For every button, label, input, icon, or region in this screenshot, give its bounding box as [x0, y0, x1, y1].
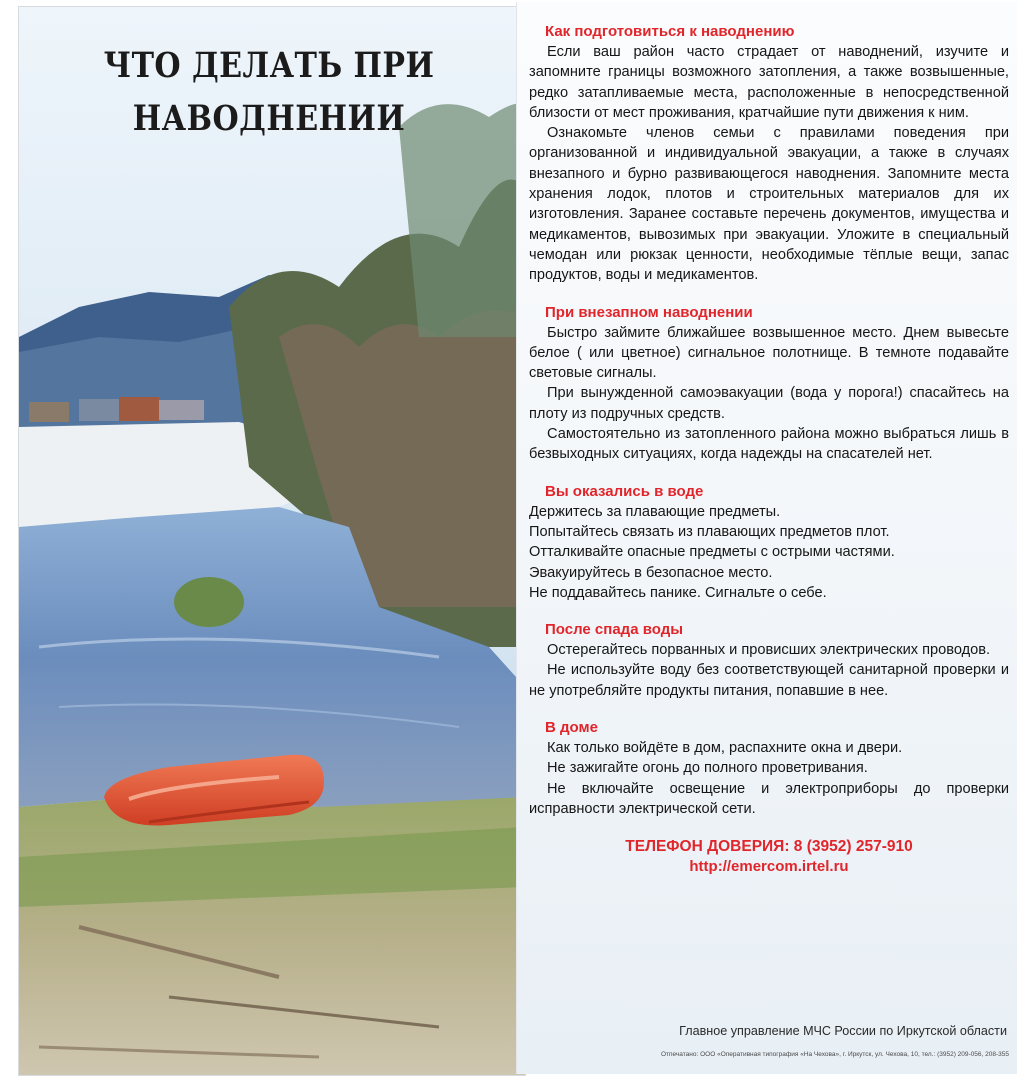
section-sudden-flood — [529, 303, 1009, 465]
contact-block — [529, 836, 1009, 877]
printer-imprint: Отпечатано: ООО «Оперативная типография «На Чехова», г. Иркутск, ул. Чехова, 10, тел.: (3952) 209-056, 208-355 — [660, 1051, 1009, 1058]
list-item: Не поддавайтесь панике. Сигнальте о себе. — [529, 584, 827, 601]
organization-name: Главное управление МЧС России по Иркутской области — [679, 1024, 1007, 1038]
cover-title-line-1: ЧТО ДЕЛАТЬ ПРИ — [103, 45, 435, 86]
list-item: Отталкивайте опасные предметы с острыми частями. — [529, 544, 895, 561]
cover-panel — [18, 6, 526, 1076]
paragraph: Не зажигайте огонь до полного проветривания. — [547, 760, 868, 777]
section-preparation — [529, 22, 1009, 286]
section-heading: После спада воды — [545, 621, 684, 639]
instructions-content — [529, 22, 1009, 877]
section-in-water — [529, 482, 1009, 603]
list-item: Держитесь за плавающие предметы. — [529, 503, 781, 520]
paragraph: Не используйте воду без соответствующей санитарной проверки и не употребляйте продукты питания, попавшие в нее. — [529, 662, 1009, 699]
section-after-flood — [529, 620, 1009, 701]
paragraph: Если ваш район часто страдает от наводнений, изучите и запомните границы возможного затопления, а также возвышенные, редко затапливаемые места, расположенные в непосредственной близости от мест проживания, кратчайшие пути движения к ним. — [529, 44, 1009, 121]
paragraph: Быстро займите ближайшее возвышенное место. Днем вывесьте белое ( или цветное) сигнальное полотнище. В темноте подавайте световые сигналы. — [529, 324, 1009, 382]
cover-title — [88, 39, 449, 145]
section-heading: Вы оказались в воде — [545, 482, 704, 500]
paragraph: Ознакомьте членов семьи с правилами поведения при организованной и индивидуальной эвакуации, а также в случаях внезапного и бурно развивающегося наводнения. Запомните места хранения лодок, плотов и строительных материалов для их изготовления. Заранее составьте перечень документов, имущества и медикаментов, вывозимых при эвакуации. Уложите в специальный чемодан или рюкзак ценности, необходимые тёплые вещи, запас продуктов, воды и медикаментов. — [529, 125, 1009, 284]
hotline-phone: ТЕЛЕФОН ДОВЕРИЯ: 8 (3952) 257-910 — [625, 838, 913, 856]
flood-scene-illustration — [19, 7, 525, 1075]
paragraph: Самостоятельно из затопленного района можно выбраться лишь в безвыходных ситуациях, когда надежды на спасателей нет. — [529, 426, 1009, 463]
instructions-panel — [516, 2, 1017, 1074]
list-item: Эвакуируйтесь в безопасное место. — [529, 564, 773, 581]
list-item: Попытайтесь связать из плавающих предметов плот. — [529, 523, 890, 540]
paragraph: Не включайте освещение и электроприборы до проверки исправности электрической сети. — [529, 780, 1009, 817]
paragraph: При вынужденной самоэвакуации (вода у порога!) спасайтесь на плоту из подручных средств. — [529, 385, 1009, 422]
section-heading: В доме — [545, 719, 598, 737]
cover-title-line-2: НАВОДНЕНИИ — [132, 98, 406, 139]
section-heading: Как подготовиться к наводнению — [545, 23, 795, 40]
paragraph: Остерегайтесь порванных и провисших электрических проводов. — [547, 642, 991, 659]
section-at-home — [529, 718, 1009, 819]
paragraph: Как только войдёте в дом, распахните окна и двери. — [547, 740, 903, 757]
section-heading: При внезапном наводнении — [545, 303, 753, 321]
website-link[interactable]: http://emercom.irtel.ru — [689, 858, 849, 876]
